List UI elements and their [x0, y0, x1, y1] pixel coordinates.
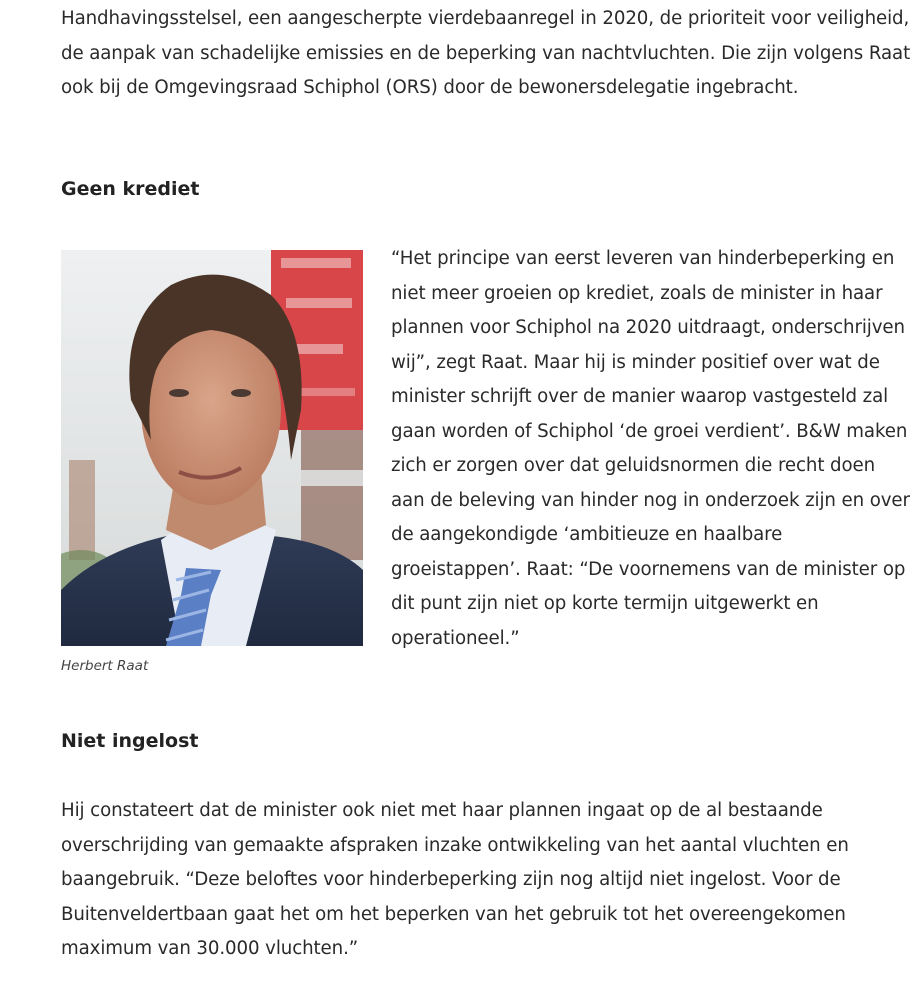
section-heading-geen-krediet: Geen krediet [61, 178, 200, 200]
section-heading-niet-ingelost: Niet ingelost [61, 730, 199, 752]
photo-caption: Herbert Raat [61, 658, 149, 674]
intro-paragraph: Handhavingsstelsel, een aangescherpte vierdebaanregel in 2020, de prioriteit voor veiligheid, de aanpak van schadelijke emissies en de beperking van nachtvluchten. Die zijn volgens Raat ook bij de Omgevingsraad Schiphol (ORS) door de bewonersdelegatie ingebracht. [61, 8, 911, 98]
closing-paragraph: Hij constateert dat de minister ook niet met haar plannen ingaat op de al bestaande overschrijding van gemaakte afspraken inzake ontwikkeling van het aantal vluchten en baangebruik. “Deze beloftes voor hinderbeperking zijn nog altijd niet ingelost. Voor de Buitenveldertbaan gaat het om het beperken van het gebruik tot het overeengekomen maximum van 30.000 vluchten.” [61, 800, 849, 959]
portrait-figure [61, 250, 363, 674]
portrait-photo [61, 250, 363, 646]
quote-paragraph: “Het principe van eerst leveren van hinderbeperking en niet meer groeien op krediet, zoals de minister in haar plannen voor Schiphol na 2020 uitdraagt, onderschrijven wij”, zegt Raat. Maar hij is minder positief over wat de minister schrijft over de manier waarop vastgesteld zal gaan worden of Schiphol ‘de groei verdient’. B&W maken zich er zorgen over dat geluidsnormen die recht doen aan de beleving van hinder nog in onderzoek zijn en over de aangekondigde ‘ambitieuze en haalbare groeistappen’. Raat: “De voornemens van de minister op dit punt zijn niet op korte termijn uitgewerkt en operationeel.” [391, 248, 910, 649]
portrait-image [61, 250, 363, 646]
